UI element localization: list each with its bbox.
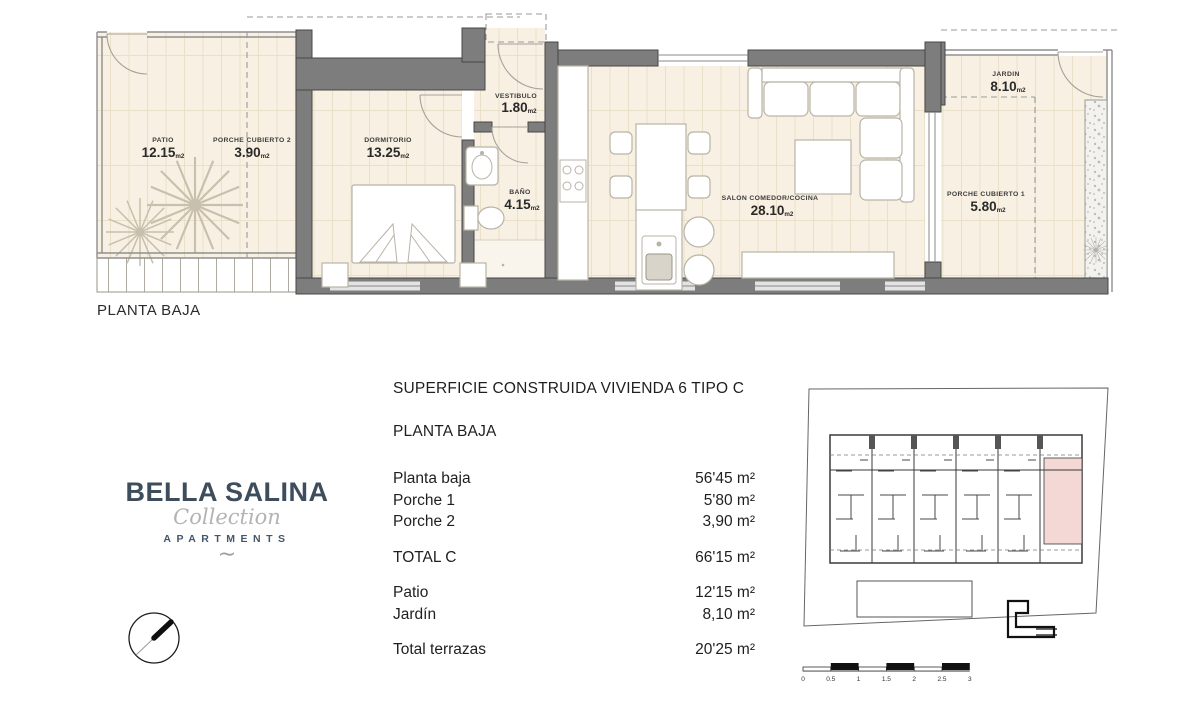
row-value: 66'15 m² [695,548,755,566]
row-label: Total terrazas [393,641,487,658]
bottom-windows [330,282,925,291]
svg-text:13.25m2: 13.25m2 [366,145,410,160]
room-label-patio: PATIO [152,137,174,144]
scale-tick: 1 [856,676,861,683]
room-label-jardin: JARDIN [992,71,1020,78]
highlighted-unit [1044,458,1082,544]
summary-terrace-total-row [393,639,755,661]
svg-text:4.15m2: 4.15m2 [504,197,540,212]
row-value: 3,90 m² [702,513,755,530]
area-summary [393,380,755,661]
scale-tick: 2 [912,676,917,683]
room-label-porche1: PORCHE CUBIERTO 1 [947,191,1025,198]
brand-name: BELLA SALINA [125,477,329,507]
gravel-strip [1083,100,1109,290]
coffee-table [795,140,851,194]
room-label-porche2: PORCHE CUBIERTO 2 [213,137,291,144]
summary-subtitle: PLANTA BAJA [393,423,497,440]
row-value: 56'45 m² [695,470,755,487]
scale-tick: 0.5 [826,676,836,683]
row-value: 5'80 m² [703,491,755,509]
site-plan [795,375,1130,710]
summary-row [393,468,755,490]
summary-title: SUPERFICIE CONSTRUIDA VIVIENDA 6 TIPO C [393,380,745,397]
row-value: 20'25 m² [695,641,755,658]
svg-text:5.80m2: 5.80m2 [970,199,1006,214]
svg-text:28.10m2: 28.10m2 [750,203,794,218]
summary-row [393,604,755,626]
pool [857,581,972,617]
row-label: Jardín [393,605,437,623]
room-label-bano: BAÑO [509,189,531,196]
row-label: Patio [393,584,429,601]
svg-text:1.80m2: 1.80m2 [501,100,537,115]
svg-text:12.15m2: 12.15m2 [141,145,185,160]
row-label: Porche 1 [393,491,456,509]
row-label: Porche 2 [393,513,456,530]
room-label-vestibulo: VESTIBULO [494,93,538,100]
scale-tick: 0 [801,676,805,683]
scale-tick: 2.5 [937,676,947,683]
drawing-title: PLANTA BAJA [97,302,201,319]
svg-text:3.90m2: 3.90m2 [234,145,270,160]
row-value: 8,10 m² [702,605,755,623]
tv-console [742,252,894,278]
svg-text:8.10m2: 8.10m2 [990,79,1026,94]
summary-total-row [393,547,755,569]
summary-row [393,582,755,604]
brand-apartments: APARTMENTS [163,533,291,545]
row-label: Planta baja [393,470,471,487]
summary-row [393,490,755,512]
wave-icon: ∼ [217,541,237,566]
compass-icon [126,608,184,670]
room-label-dormitorio: DORMITORIO [364,137,412,144]
row-value: 12'15 m² [695,584,755,601]
brand-collection: Collection [173,505,281,529]
scale-tick: 1.5 [881,676,891,683]
floor-plan-drawing [0,0,1200,340]
scale-tick: 3 [967,676,972,683]
brand-logo [118,477,336,566]
scale-bar [801,663,972,683]
row-label: TOTAL C [393,548,457,566]
summary-row [393,511,755,533]
room-label-salon: SALON COMEDOR/COCINA [721,195,819,202]
building-block [830,435,1082,563]
